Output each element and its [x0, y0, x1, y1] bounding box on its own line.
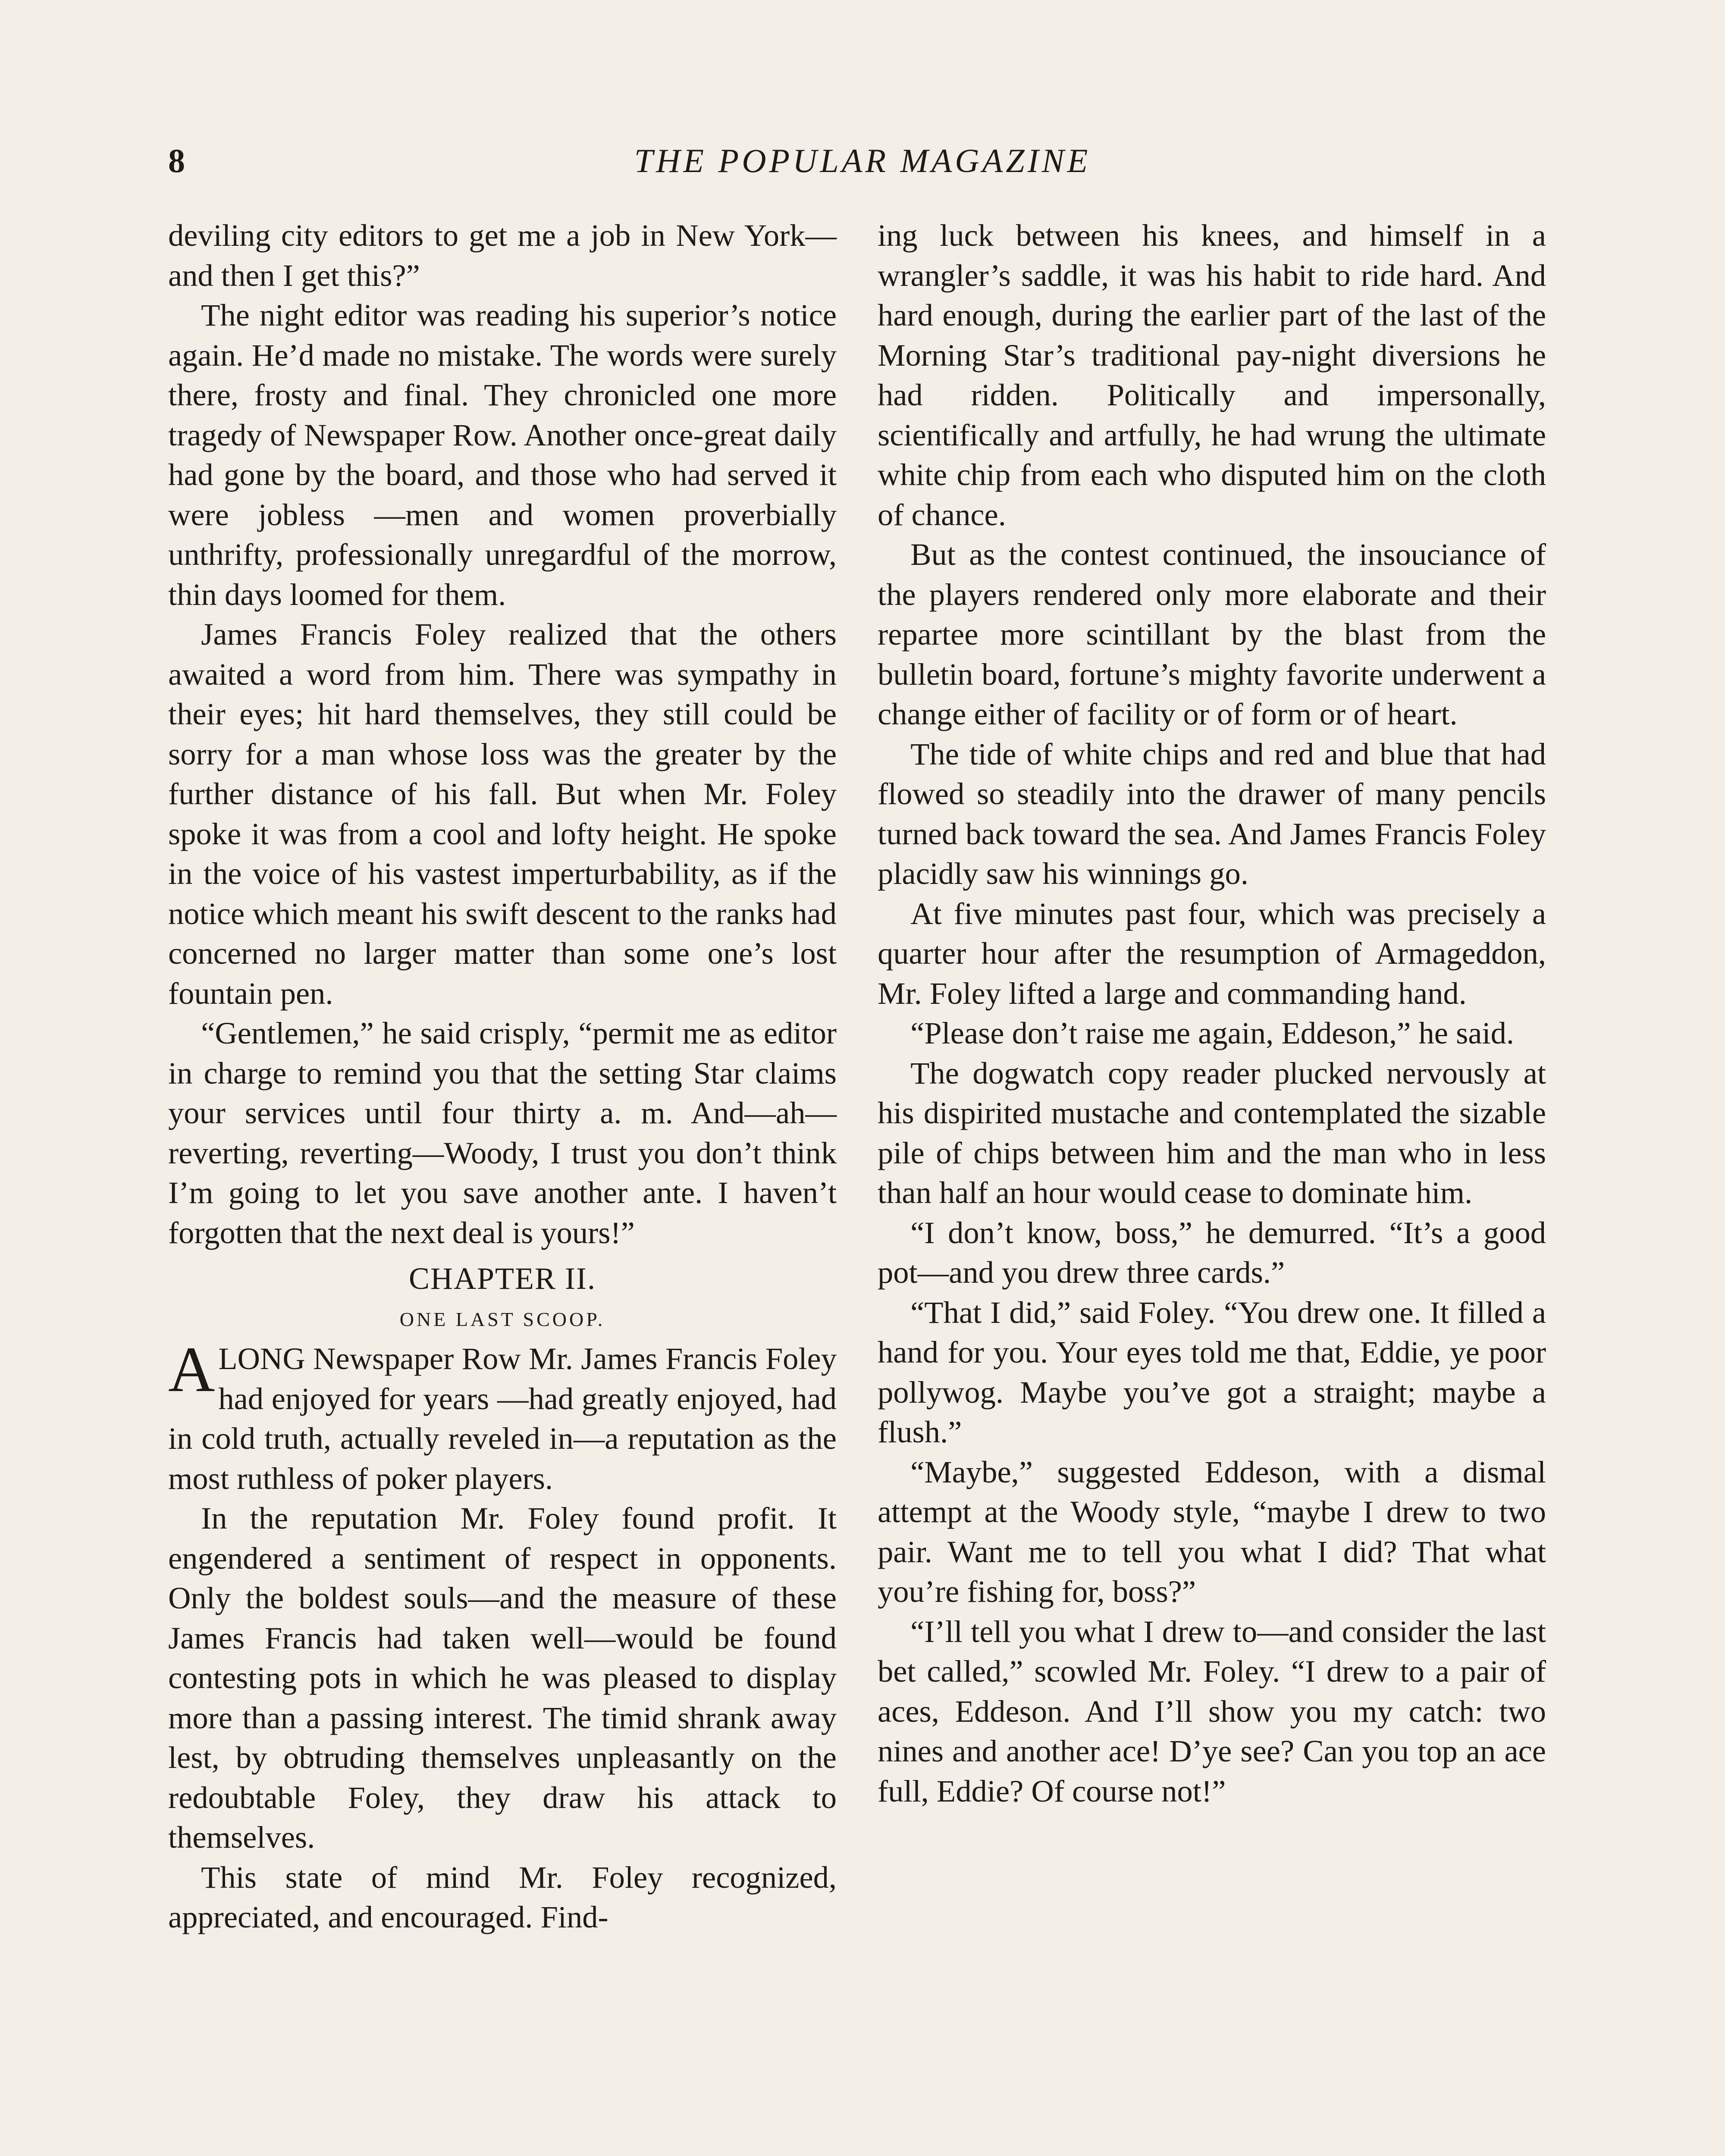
paragraph: “That I did,” said Foley. “You drew one. It filled a hand for you. Your eyes told me that, Eddie, ye poor pollywog. Maybe you’ve got a straight; maybe a flush.” — [878, 1294, 1546, 1449]
paragraph: The night editor was reading his superior’s notice again. He’d made no mistake. The words were surely there, frosty and final. They chronicled one more tragedy of Newspaper Row. Another once-great daily had gone by the board, and those who had served it were jobless —men and women proverbially unthrifty, professionally unregardful of the morrow, thin days loomed for them. — [168, 298, 837, 612]
paragraph: This state of mind Mr. Foley recognized, appreciated, and encouraged. Find- — [168, 1859, 837, 1934]
page-header — [168, 137, 1557, 185]
paragraph: James Francis Foley realized that the others awaited a word from him. There was sympathy in their eyes; hit hard themselves, they still could be sorry for a man whose loss was the greater by the further distance of his fall. But when Mr. Foley spoke it was from a cool and lofty height. He spoke in the voice of his vastest imperturbability, as if the notice which meant his swift descent to the ranks had concerned no larger matter than some one’s lost fountain pen. — [168, 617, 837, 1011]
paragraph: deviling city editors to get me a job in New York—and then I get this?” — [168, 218, 837, 293]
paragraph: But as the contest continued, the insouciance of the players rendered only more elaborate and their repartee more scintillant by the blast from the bulletin board, fortune’s mighty favorite underwent a change either of facility or of form or of heart. — [878, 537, 1546, 731]
paragraph: “Maybe,” suggested Eddeson, with a dismal attempt at the Woody style, “maybe I drew to two pair. Want me to tell you what I did? That what you’re fishing for, boss?” — [878, 1454, 1546, 1609]
page-number: 8 — [168, 142, 185, 179]
left-column — [168, 216, 837, 1937]
paragraph: “I’ll tell you what I drew to—and consider the last bet called,” scowled Mr. Foley. “I drew to a pair of aces, Eddeson. And I’ll show you my catch: two nines and another ace! D’ye see? Can you top an ace full, Eddie? Of course not!” — [878, 1614, 1546, 1808]
paragraph-text: LONG Newspaper Row Mr. James Francis Foley had enjoyed for years —had greatly enjoyed, had in cold truth, actually reveled in—a reputation as the most ruthless of poker players. — [168, 1341, 837, 1496]
running-head: THE POPULAR MAGAZINE — [634, 142, 1091, 179]
chapter-subtitle: ONE LAST SCOOP. — [399, 1308, 605, 1330]
paragraph: The tide of white chips and red and blue that had flowed so steadily into the drawer of many pencils turned back toward the sea. And James Francis Foley placidly saw his winnings go. — [878, 736, 1546, 891]
paragraph: “Please don’t raise me again, Eddeson,” he said. — [910, 1015, 1514, 1050]
chapter-title: CHAPTER II. — [409, 1261, 596, 1296]
paragraph-with-dropcap — [168, 1334, 837, 1498]
paragraph: At five minutes past four, which was precisely a quarter hour after the resumption of Armageddon, Mr. Foley lifted a large and commanding hand. — [878, 896, 1546, 1011]
paragraph: The dogwatch copy reader plucked nervously at his dispirited mustache and contemplated the sizable pile of chips between him and the man who in less than half an hour would cease to dominate him. — [878, 1055, 1546, 1210]
drop-cap: A — [168, 1334, 215, 1405]
right-column — [878, 216, 1546, 1811]
paragraph: ing luck between his knees, and himself in a wrangler’s saddle, it was his habit to ride hard. And hard enough, during the earlier part of the last of the Morning Star’s traditional pay-night diversions he had ridden. Politically and impersonally, scientifically and artfully, he had wrung the ultimate white chip from each who disputed him on the cloth of chance. — [878, 218, 1546, 532]
paragraph: In the reputation Mr. Foley found profit. It engendered a sentiment of respect in opponents. Only the boldest souls—and the measure of these James Francis had taken well—would be found contesting pots in which he was pleased to display more than a passing interest. The timid shrank away lest, by obtruding themselves unpleasantly on the redoubtable Foley, they draw his attack to themselves. — [168, 1501, 837, 1855]
paragraph: “Gentlemen,” he said crisply, “permit me as editor in charge to remind you that the setting Star claims your services until four thirty a. m. And—ah—reverting, reverting—Woody, I trust you don’t think I’m going to let you save another ante. I haven’t forgotten that the next deal is yours!” — [168, 1015, 837, 1250]
paragraph: “I don’t know, boss,” he demurred. “It’s a good pot—and you drew three cards.” — [878, 1215, 1546, 1290]
